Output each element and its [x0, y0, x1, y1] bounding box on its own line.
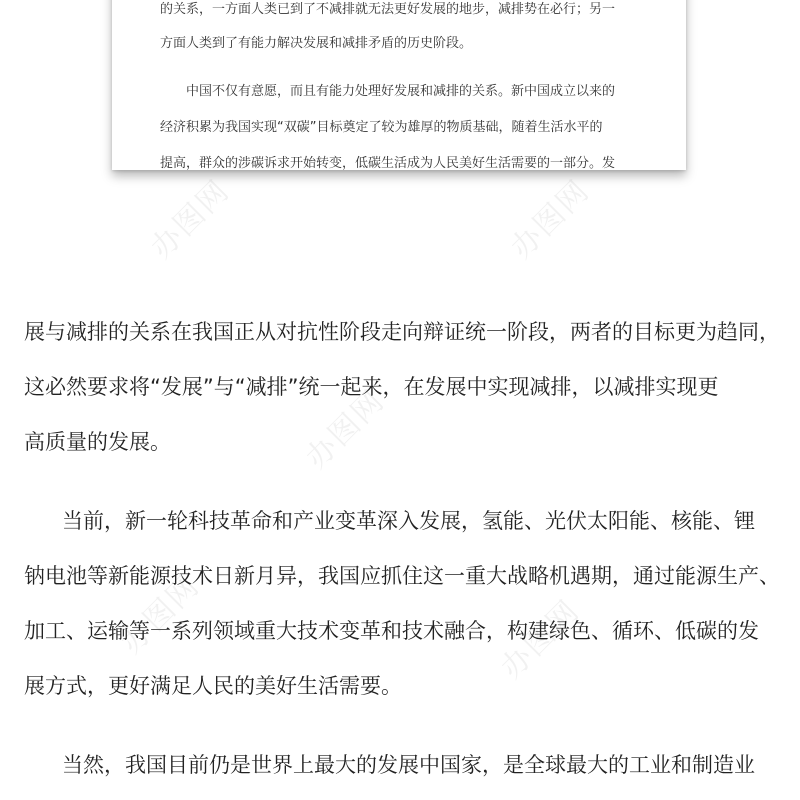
text-line: 当前，新一轮科技革命和产业变革深入发展，氢能、光伏太阳能、核能、锂 [62, 509, 755, 533]
watermark: 办图网 [114, 568, 207, 661]
text-line: 中国不仅有意愿，而且有能力处理好发展和减排的关系。新中国成立以来的 [186, 84, 616, 99]
document-preview-card [112, 0, 686, 170]
watermark: 办图网 [494, 593, 587, 686]
article-paragraph-3 [24, 751, 778, 780]
watermark: 办图网 [299, 383, 392, 476]
text-line: 展与减排的关系在我国正从对抗性阶段走向辩证统一阶段，两者的目标更为趋同， [24, 320, 780, 344]
article-body [24, 318, 778, 780]
text-line: 钠电池等新能源技术日新月异，我国应抓住这一重大战略机遇期，通过能源生产、 [24, 564, 780, 588]
text-line: 方面人类到了有能力解决发展和减排矛盾的历史阶段。 [160, 36, 473, 51]
text-line: 展方式，更好满足人民的美好生活需要。 [24, 674, 402, 698]
text-line: 加工、运输等一系列领域重大技术变革和技术融合，构建绿色、循环、低碳的发 [24, 619, 759, 643]
article-paragraph-1 [24, 318, 778, 457]
card-paragraph-2 [160, 77, 638, 170]
text-line: 这必然要求将“发展”与“减排”统一起来，在发展中实现减排，以减排实现更 [24, 375, 719, 399]
article-paragraph-2 [24, 507, 778, 701]
text-line: 高质量的发展。 [24, 430, 171, 454]
text-line: 提高，群众的涉碳诉求开始转变，低碳生活成为人民美好生活需要的一部分。发 [160, 156, 616, 170]
text-line: 经济积累为我国实现“双碳”目标奠定了较为雄厚的物质基础，随着生活水平的 [160, 120, 603, 135]
watermark: 办图网 [144, 173, 237, 266]
text-line: 当然，我国目前仍是世界上最大的发展中国家，是全球最大的工业和制造业 [62, 753, 755, 777]
watermark: 办图网 [504, 173, 597, 266]
card-paragraph-1 [160, 0, 638, 58]
text-line: 的关系，一方面人类已到了不减排就无法更好发展的地步，减排势在必行；另一 [160, 2, 616, 17]
